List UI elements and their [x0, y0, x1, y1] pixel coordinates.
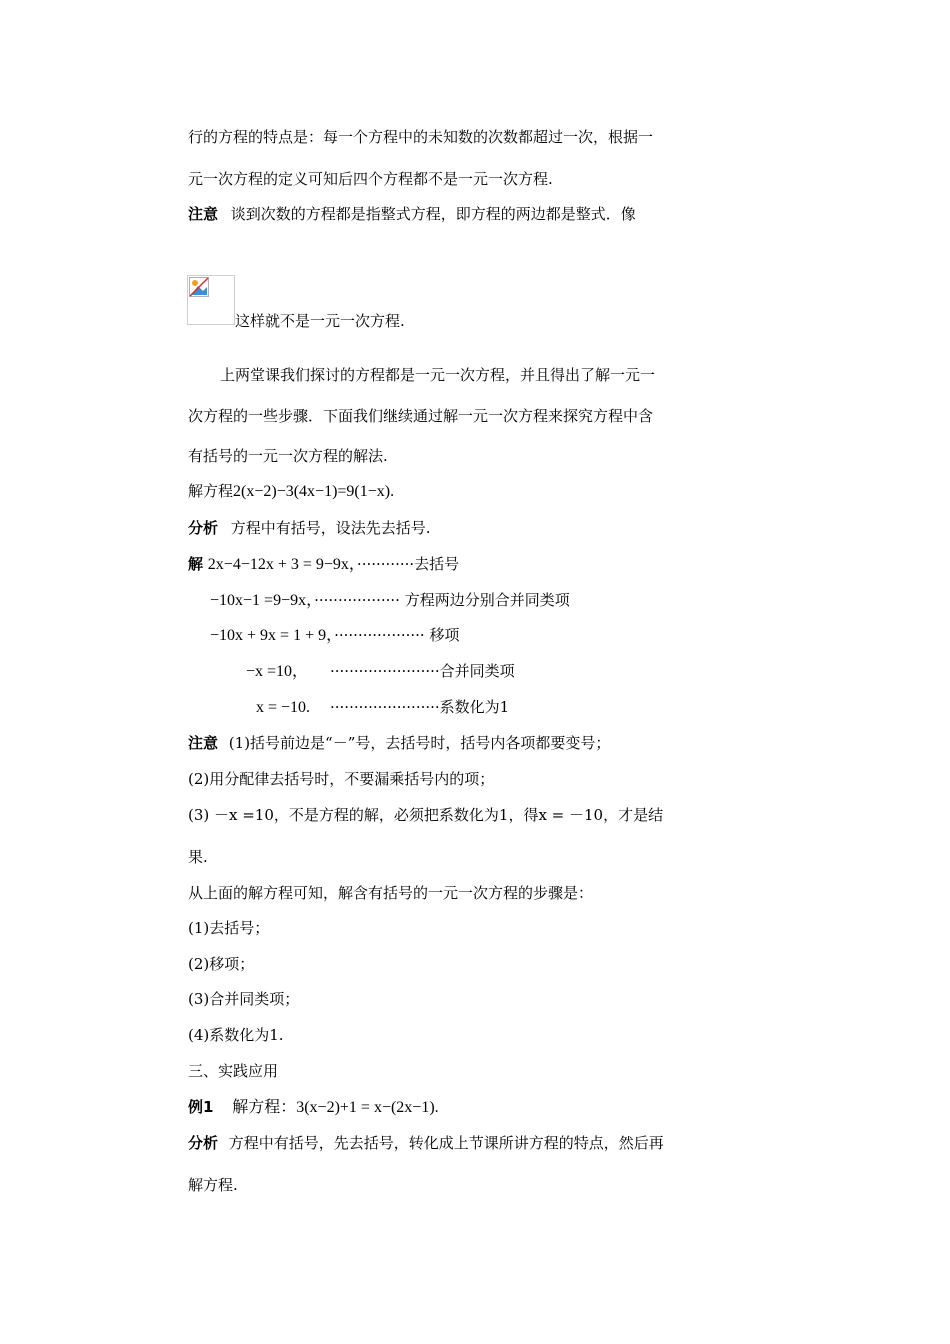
summary-item: (1)去括号； — [188, 919, 270, 937]
note-item: (3) －x =10，不是方程的解，必须把系数化为1，得x = －10，才是结 — [188, 806, 664, 824]
solution-step — [210, 624, 459, 646]
step-equation: −10x + 9x = 1 + 9， — [210, 627, 335, 644]
note-label: 注意 — [188, 734, 219, 752]
solution-step — [246, 660, 515, 682]
step-dots: ·················· — [314, 591, 400, 609]
paragraph-line: 行的方程的特点是：每一个方程中的未知数的次数都超过一次，根据一 — [188, 128, 654, 146]
note-item: (1)括号前边是“－”号，去括号时，括号内各项都要变号； — [228, 734, 611, 752]
step-dots: ······················· — [330, 662, 440, 680]
summary-item: (2)移项； — [188, 955, 255, 973]
paragraph-line: 有括号的一元一次方程的解法. — [188, 447, 388, 465]
step-dots: ··················· — [334, 626, 425, 644]
paragraph-line: 这样就不是一元一次方程. — [235, 312, 405, 330]
step-description: 合并同类项 — [439, 662, 515, 680]
example-label: 例1 — [188, 1098, 214, 1116]
step-equation: 2x−4−12x + 3 = 9−9x， — [207, 556, 357, 573]
step-dots: ············ — [356, 555, 415, 573]
step-description: 系数化为1 — [439, 698, 510, 716]
step-equation: −x =10， — [246, 663, 309, 680]
paragraph-line: 元一次方程的定义可知后四个方程都不是一元一次方程. — [188, 170, 553, 188]
note-line — [188, 732, 610, 754]
note-line — [188, 203, 636, 225]
paragraph-line: 上两堂课我们探讨的方程都是一元一次方程，并且得出了解一元一 — [220, 366, 656, 384]
example-line — [188, 1096, 439, 1118]
solution-step — [188, 553, 459, 575]
analysis-label: 分析 — [188, 1134, 219, 1152]
problem-equation: 2(x−2)−3(4x−1)=9(1−x). — [233, 483, 395, 500]
analysis-line — [188, 517, 431, 539]
note-item: (2)用分配律去括号时，不要漏乘括号内的项； — [188, 770, 495, 788]
note-text: 谈到次数的方程都是指整式方程，即方程的两边都是整式．像 — [230, 205, 636, 223]
summary-item: (3)合并同类项； — [188, 990, 300, 1008]
example-text: 解方程：3(x−2)+1 = x−(2x−1). — [232, 1099, 439, 1116]
note-label: 注意 — [188, 205, 219, 223]
analysis-label: 分析 — [188, 519, 219, 537]
paragraph-line: 次方程的一些步骤．下面我们继续通过解一元一次方程来探究方程中含 — [188, 407, 654, 425]
analysis-text: 解方程. — [188, 1176, 238, 1194]
step-description: 方程两边分别合并同类项 — [399, 591, 570, 609]
problem-prefix: 解方程 — [188, 482, 234, 500]
solution-step — [256, 696, 509, 718]
analysis-line — [188, 1132, 664, 1154]
broken-image-icon — [187, 275, 235, 325]
step-dots: ······················· — [330, 698, 440, 716]
problem-line — [188, 480, 394, 502]
summary-intro: 从上面的解方程可知，解含有括号的一元一次方程的步骤是： — [188, 884, 594, 902]
section-heading: 三、实践应用 — [188, 1062, 279, 1080]
solution-step — [210, 589, 570, 611]
step-equation: −10x−1 =9−9x， — [210, 592, 315, 609]
analysis-text: 方程中有括号，设法先去括号. — [230, 519, 431, 537]
step-equation: x = −10. — [256, 699, 311, 716]
solution-label: 解 — [188, 555, 204, 573]
note-item: 果. — [188, 848, 208, 866]
step-description: 移项 — [424, 626, 460, 644]
analysis-text: 方程中有括号，先去括号，转化成上节课所讲方程的特点，然后再 — [228, 1134, 664, 1152]
step-description: 去括号 — [414, 555, 460, 573]
summary-item: (4)系数化为1. — [188, 1026, 284, 1044]
